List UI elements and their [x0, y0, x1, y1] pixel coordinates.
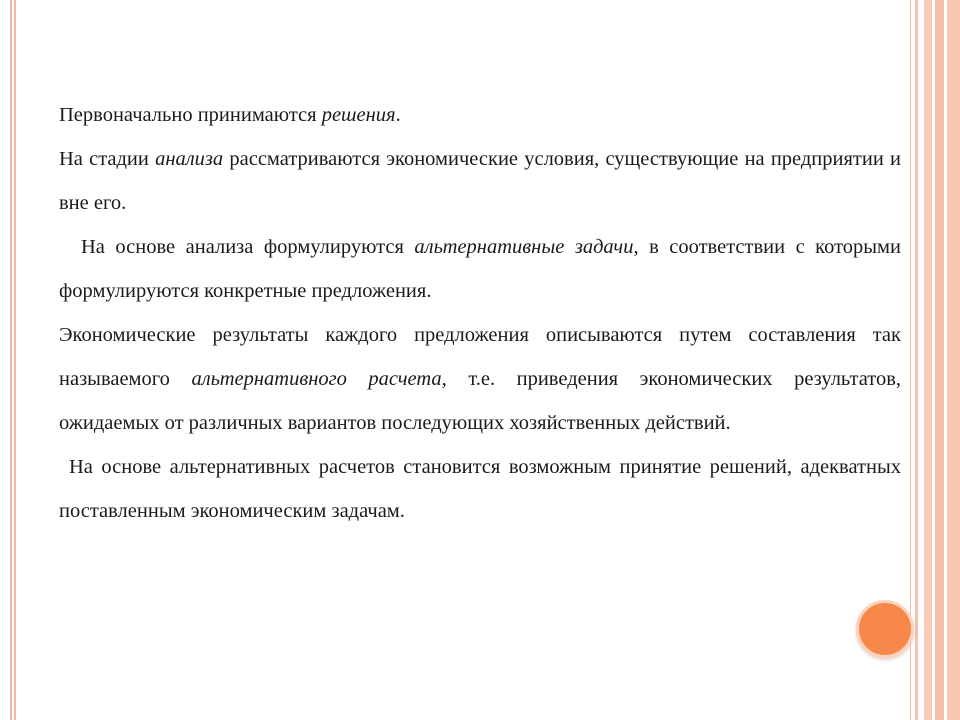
paragraph-analysis: На стадии анализа рассматриваются экономические условия, существующие на предприятии и вне его. [59, 148, 901, 214]
right-stripes-decoration [910, 0, 960, 720]
left-frame-decoration [10, 0, 16, 720]
paragraph-conclusion: На основе альтернативных расчетов становится возможным принятие решений, адекватных поставленным экономическим задачам. [59, 456, 901, 522]
slide-body-text [59, 93, 901, 533]
paragraph-economic-results: Экономические результаты каждого предложения описываются путем составления так называемого альтернативного расчета, т.е. приведения экономических результатов, ожидаемых от различных вариантов последующих хозяйственных действий. [59, 324, 902, 434]
paragraph-alternative-tasks: На основе анализа формулируются альтернативные задачи, в соответствии с которыми формулируются конкретные предложения. [59, 236, 901, 302]
paragraph-decisions: Первоначально принимаются решения. [59, 104, 401, 126]
decorative-circle-icon [856, 600, 914, 658]
